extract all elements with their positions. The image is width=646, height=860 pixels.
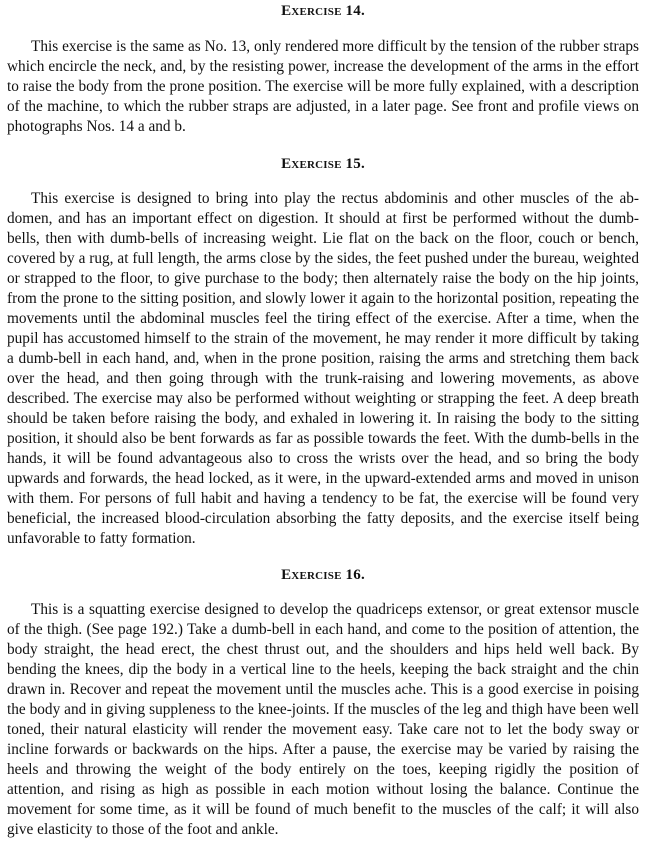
exercise-15-section	[7, 155, 639, 549]
exercise-15-heading: Exercise 15.	[281, 156, 365, 172]
exercise-16-section	[7, 566, 639, 840]
exercise-15-paragraph: This exercise is designed to bring into play the rectus abdominis and other muscles of the abdomen, and has an important effect on digestion. It should at first be performed without the dumb-bells, then with dumb-bells of increasing weight. Lie flat on the back on the floor, couch or bench, covered by a rug, at full length, the arms close by the sides, the feet pushed under the bureau, weighted or strapped to the floor, to give purchase to the body; then alternately raise the body on the hip joints, from the prone to the sitting position, and slowly lower it again to the horizontal position, repeating the movements until the abdominal muscles feel the tiring effect of the exercise. After a time, when the pupil has accustomed himself to the strain of the movement, he may render it more difficult by taking a dumb-bell in each hand, and, when in the prone position, raising the arms and stretching them back over the head, and then going through with the trunk-raising and lowering movements, as above described. The exercise may also be performed without weighting or strapping the feet. A deep breath should be taken before raising the body, and exhaled in lowering it. In raising the body to the sitting position, it should also be bent forwards as far as possible towards the feet. With the dumb-bells in the hands, it will be found advantageous also to cross the wrists over the head, and so bring the body upwards and forwards, the head locked, as it were, in the upward-extended arms and moved in unison with them. For persons of full habit and having a tendency to be fat, the exercise will be found very beneficial, the increased blood-circulation absorbing the fatty deposits, and the exercise itself being unfavorable to fatty formation.	[7, 190, 639, 547]
exercise-16-paragraph: This is a squatting exercise designed to develop the quadriceps extensor, or great extensor muscle of the thigh. (See page 192.) Take a dumb-bell in each hand, and come to the position of attention, the body straight, the head erect, the chest thrust out, and the shoulders and hips held well back. By bending the knees, dip the body in a vertical line to the heels, keeping the back straight and the chin drawn in. Recover and repeat the movement until the muscles ache. This is a good exercise in poising the body and in giving suppleness to the knee-joints. If the muscles of the leg and thigh have been well toned, their natural elasticity will render the movement easy. Take care not to let the body sway or incline forwards or backwards on the hips. After a pause, the exercise may be varied by raising the heels and throwing the weight of the body entirely on the toes, keeping rigidly the position of attention, and rising as high as possible in each motion without losing the balance. Continue the movement for some time, as it will be found of much benefit to the muscles of the calf; it will also give elasticity to those of the foot and ankle.	[7, 601, 639, 838]
exercise-16-heading: Exercise 16.	[281, 567, 365, 583]
exercise-14-heading: Exercise 14.	[281, 3, 365, 19]
exercise-14-paragraph: This exercise is the same as No. 13, only rendered more difficult by the tension of the rubber straps which encircle the neck, and, by the resisting power, increase the development of the arms in the effort to raise the body from the prone position. The exercise will be more fully explained, with a description of the machine, to which the rubber straps are adjusted, in a later page. See front and profile views on photographs Nos. 14 a and b.	[7, 38, 639, 135]
exercise-14-section	[7, 0, 639, 137]
